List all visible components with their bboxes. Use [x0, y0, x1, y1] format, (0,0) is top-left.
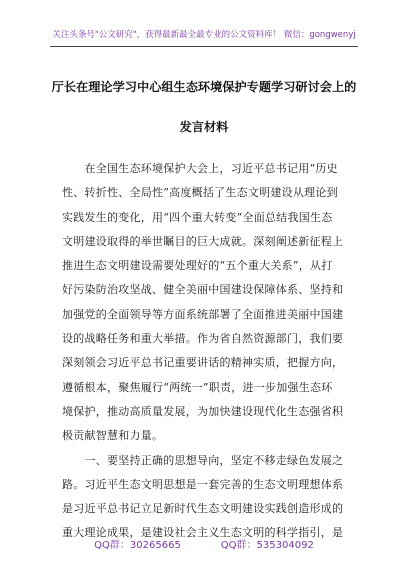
header-note: 关注头条号"公文研究"，获得最新最全最专业的公文资料库！ 微信：gongwenyj — [52, 30, 356, 40]
document-body — [62, 157, 362, 546]
body-line: 好污染防治攻坚战、健全美丽中国建设保障体系、坚持和 — [62, 283, 344, 297]
body-line: 重大理论成果，是建设社会主义生态文明的科学指引，是 — [62, 526, 344, 540]
footer-note: QQ群：30265665 QQ群：535304092 — [94, 540, 314, 551]
body-line: 路。习近平生态文明思想是一套完善的生态文明理想体系 — [62, 477, 344, 491]
body-line: 境保护，推动高质量发展，为加快建设现代化生态强省积 — [62, 404, 344, 418]
body-line: 深刻领会习近平总书记重要讲话的精神实质，把握方向， — [62, 356, 344, 370]
header-divider — [50, 46, 358, 47]
document-title-line-1: 厅长在理论学习中心组生态环境保护专题学习研讨会上的 — [51, 80, 357, 94]
document-title-line-2: 发言材料 — [179, 120, 229, 134]
body-line: 设的战略任务和重大举措。作为省自然资源部门，我们要 — [62, 332, 344, 346]
body-line: 实践发生的变化，用“四个重大转变”全面总结我国生态 — [62, 210, 333, 224]
body-line: 是习近平总书记立足新时代生态文明建设实践创造形成的 — [62, 502, 344, 516]
body-line: 极贡献智慧和力量。 — [62, 429, 164, 443]
body-line: 推进生态文明建设需要处理好的“五个重大关系”，从打 — [62, 259, 333, 273]
body-line: 在全国生态环境保护大会上，习近平总书记用“历史 — [62, 162, 338, 175]
body-line: 遵循根本，聚焦履行“两统一”职责，进一步加强生态环 — [62, 380, 333, 394]
body-line: 加强党的全面领导等方面系统部署了全面推进美丽中国建 — [62, 307, 344, 321]
body-line: 性、转折性、全局性”高度概括了生态文明建设从理论到 — [62, 186, 338, 200]
body-line: 一、要坚持正确的思想导向，坚定不移走绿色发展之 — [62, 453, 344, 467]
body-line: 文明建设取得的举世瞩目的巨大成就。深刻阐述新征程上 — [62, 234, 344, 248]
